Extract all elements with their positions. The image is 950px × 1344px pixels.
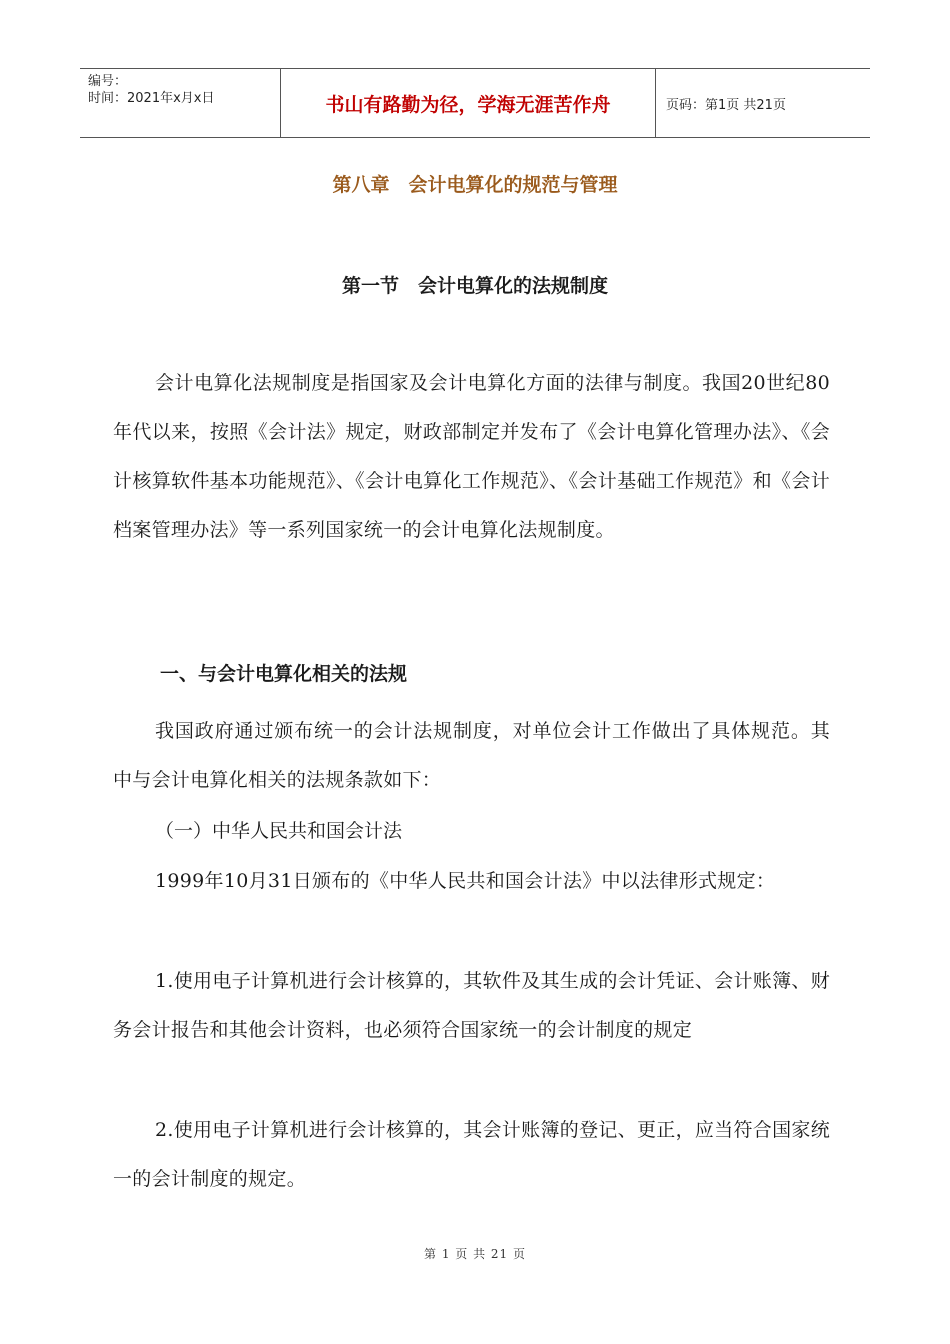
header-motto: 书山有路勤为径，学海无涯苦作舟 — [281, 69, 656, 137]
time-label: 时间：2021年x月x日 — [88, 91, 215, 106]
regulation-paragraph: 我国政府通过颁布统一的会计法规制度，对单位会计工作做出了具体规范。其中与会计电算化相关的法规条款如下： — [113, 720, 830, 791]
header-page-info: 页码：第1页 共21页 — [666, 97, 786, 113]
list-item-1: 1.使用电子计算机进行会计核算的，其软件及其生成的会计凭证、会计账簿、财务会计报告和其他会计资料，也必须符合国家统一的会计制度的规定 — [113, 970, 830, 1041]
page-footer: 第 1 页 共 21 页 — [424, 1247, 526, 1261]
header-meta — [80, 69, 281, 137]
section-title: 第一节 会计电算化的法规制度 — [341, 275, 608, 297]
intro-paragraph: 会计电算化法规制度是指国家及会计电算化方面的法律与制度。我国20世纪80年代以来，按照《会计法》规定，财政部制定并发布了《会计电算化管理办法》、《会计核算软件基本功能规范》、《会计电算化工作规范》、《会计基础工作规范》和《会计档案管理办法》等一系列国家统一的会计电算化法规制度。 — [113, 372, 830, 541]
number-label: 编号： — [88, 74, 128, 89]
list-item-2: 2.使用电子计算机进行会计核算的，其会计账簿的登记、更正，应当符合国家统一的会计制度的规定。 — [113, 1119, 830, 1190]
subheading-accounting-law: （一）中华人民共和国会计法 — [155, 820, 403, 842]
chapter-title: 第八章 会计电算化的规范与管理 — [332, 174, 618, 196]
page-header — [80, 68, 870, 138]
heading-related-regulations: 一、与会计电算化相关的法规 — [160, 663, 408, 685]
law-paragraph: 1999年10月31日颁布的《中华人民共和国会计法》中以法律形式规定： — [155, 870, 776, 892]
